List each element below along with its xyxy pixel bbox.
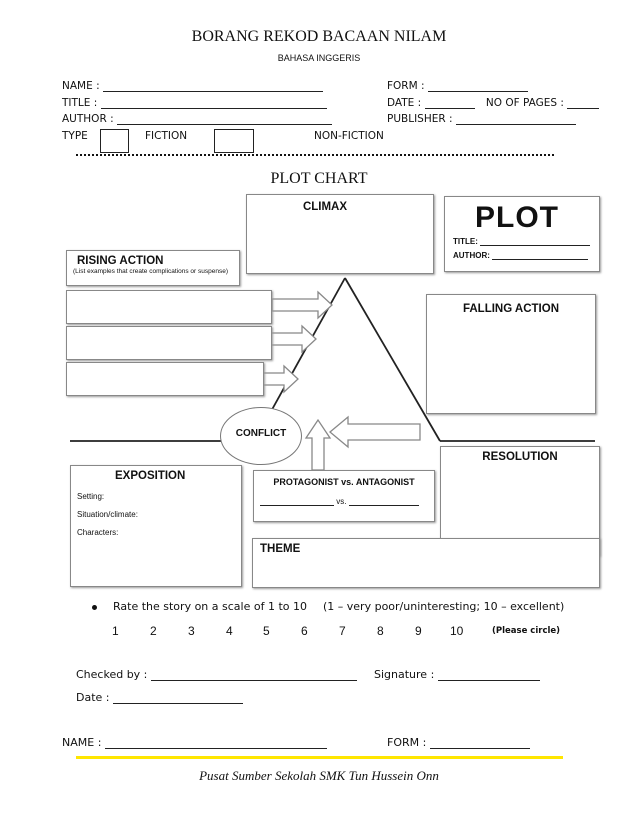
arrow-resolution [330,417,420,447]
falling-action-box[interactable] [426,294,596,414]
plot-title-row [453,237,599,246]
footer-name-field[interactable] [105,737,327,749]
situation-label: Situation/climate: [77,510,138,519]
rating-option-4[interactable]: 4 [226,624,233,638]
fiction-label: FICTION [145,130,188,142]
footer-yellow-rule [76,756,563,759]
name-label: NAME : [62,80,100,92]
signature-label: Signature : [374,668,435,681]
protagonist-label: PROTAGONIST vs. ANTAGONIST [273,477,415,487]
rating-option-3[interactable]: 3 [188,624,195,638]
rising-action-note: (List examples that create complications or suspense) [73,268,228,275]
page-title: BORANG REKOD BACAAN NILAM [191,28,447,45]
resolution-label: RESOLUTION [482,451,558,463]
pages-label: NO OF PAGES : [485,97,564,109]
arrow-rising-2 [268,326,316,352]
setting-label: Setting: [77,492,105,501]
plot-chart-heading: PLOT CHART [270,170,368,187]
nonfiction-label: NON-FICTION [314,130,384,142]
rating-scale-note: (1 – very poor/uninteresting; 10 – excellent) [323,600,565,613]
plot-logo-box [444,196,600,272]
conflict-ellipse[interactable] [220,407,302,465]
footer-form-field[interactable] [430,737,530,749]
rising-action-entry-3[interactable] [66,362,264,396]
protagonist-field[interactable] [260,497,334,506]
signoff-date-row [76,691,243,704]
rating-prompt: Rate the story on a scale of 1 to 10 [113,600,307,613]
plot-author-label: AUTHOR: [453,251,490,260]
falling-action-label: FALLING ACTION [462,303,560,315]
plot-author-field[interactable] [492,251,588,260]
arrow-rising-3 [262,366,298,392]
climax-label: CLIMAX [302,201,348,213]
rating-option-6[interactable]: 6 [301,624,308,638]
signature-field[interactable] [438,669,540,681]
arrow-rising-1 [272,292,332,318]
conflict-label: CONFLICT [235,428,287,439]
date-label: DATE : [387,97,422,109]
plot-title-label: TITLE: [453,237,478,246]
publisher-label: PUBLISHER : [387,113,453,125]
characters-label: Characters: [77,528,119,537]
footer-name-row [62,736,327,749]
footer-school: Pusat Sumber Sekolah SMK Tun Hussein Onn [199,768,439,783]
plot-logo-text: PLOT [475,201,559,234]
signature-row [374,668,540,681]
rating-option-1[interactable]: 1 [112,624,119,638]
footer-name-label: NAME : [62,736,102,749]
theme-label: THEME [260,543,301,555]
signoff-date-field[interactable] [113,692,243,704]
checked-label: Checked by : [76,668,148,681]
title-label: TITLE : [62,97,98,109]
protagonist-box[interactable] [253,470,435,522]
footer-form-label: FORM : [387,736,427,749]
rating-option-10[interactable]: 10 [450,624,464,638]
checked-field[interactable] [151,669,357,681]
rating-option-5[interactable]: 5 [263,624,270,638]
arrow-protagonist [306,420,330,470]
type-label: TYPE [62,130,88,142]
theme-box[interactable] [252,538,600,588]
rising-action-entry-1[interactable] [66,290,272,324]
vs-label: vs. [336,497,347,506]
climax-box[interactable] [246,194,434,274]
plot-title-field[interactable] [480,237,590,246]
page-subtitle: BAHASA INGGERIS [277,53,361,63]
rating-option-9[interactable]: 9 [415,624,422,638]
rising-action-box [66,250,240,286]
exposition-label: EXPOSITION [115,470,186,482]
antagonist-field[interactable] [349,497,419,506]
exposition-box[interactable] [70,465,242,587]
protagonist-fields [260,497,434,506]
plot-author-row [453,251,599,260]
rating-circle-note: (Please circle) [492,626,561,636]
form-label: FORM : [387,80,425,92]
signoff-date-label: Date : [76,691,110,704]
rising-action-label: RISING ACTION [77,255,164,267]
checked-row [76,668,357,681]
rating-option-7[interactable]: 7 [339,624,346,638]
rising-action-entry-2[interactable] [66,326,272,360]
author-label: AUTHOR : [62,113,114,125]
footer-form-row [387,736,530,749]
rating-bullet [92,605,97,610]
rating-option-8[interactable]: 8 [377,624,384,638]
rating-option-2[interactable]: 2 [150,624,157,638]
